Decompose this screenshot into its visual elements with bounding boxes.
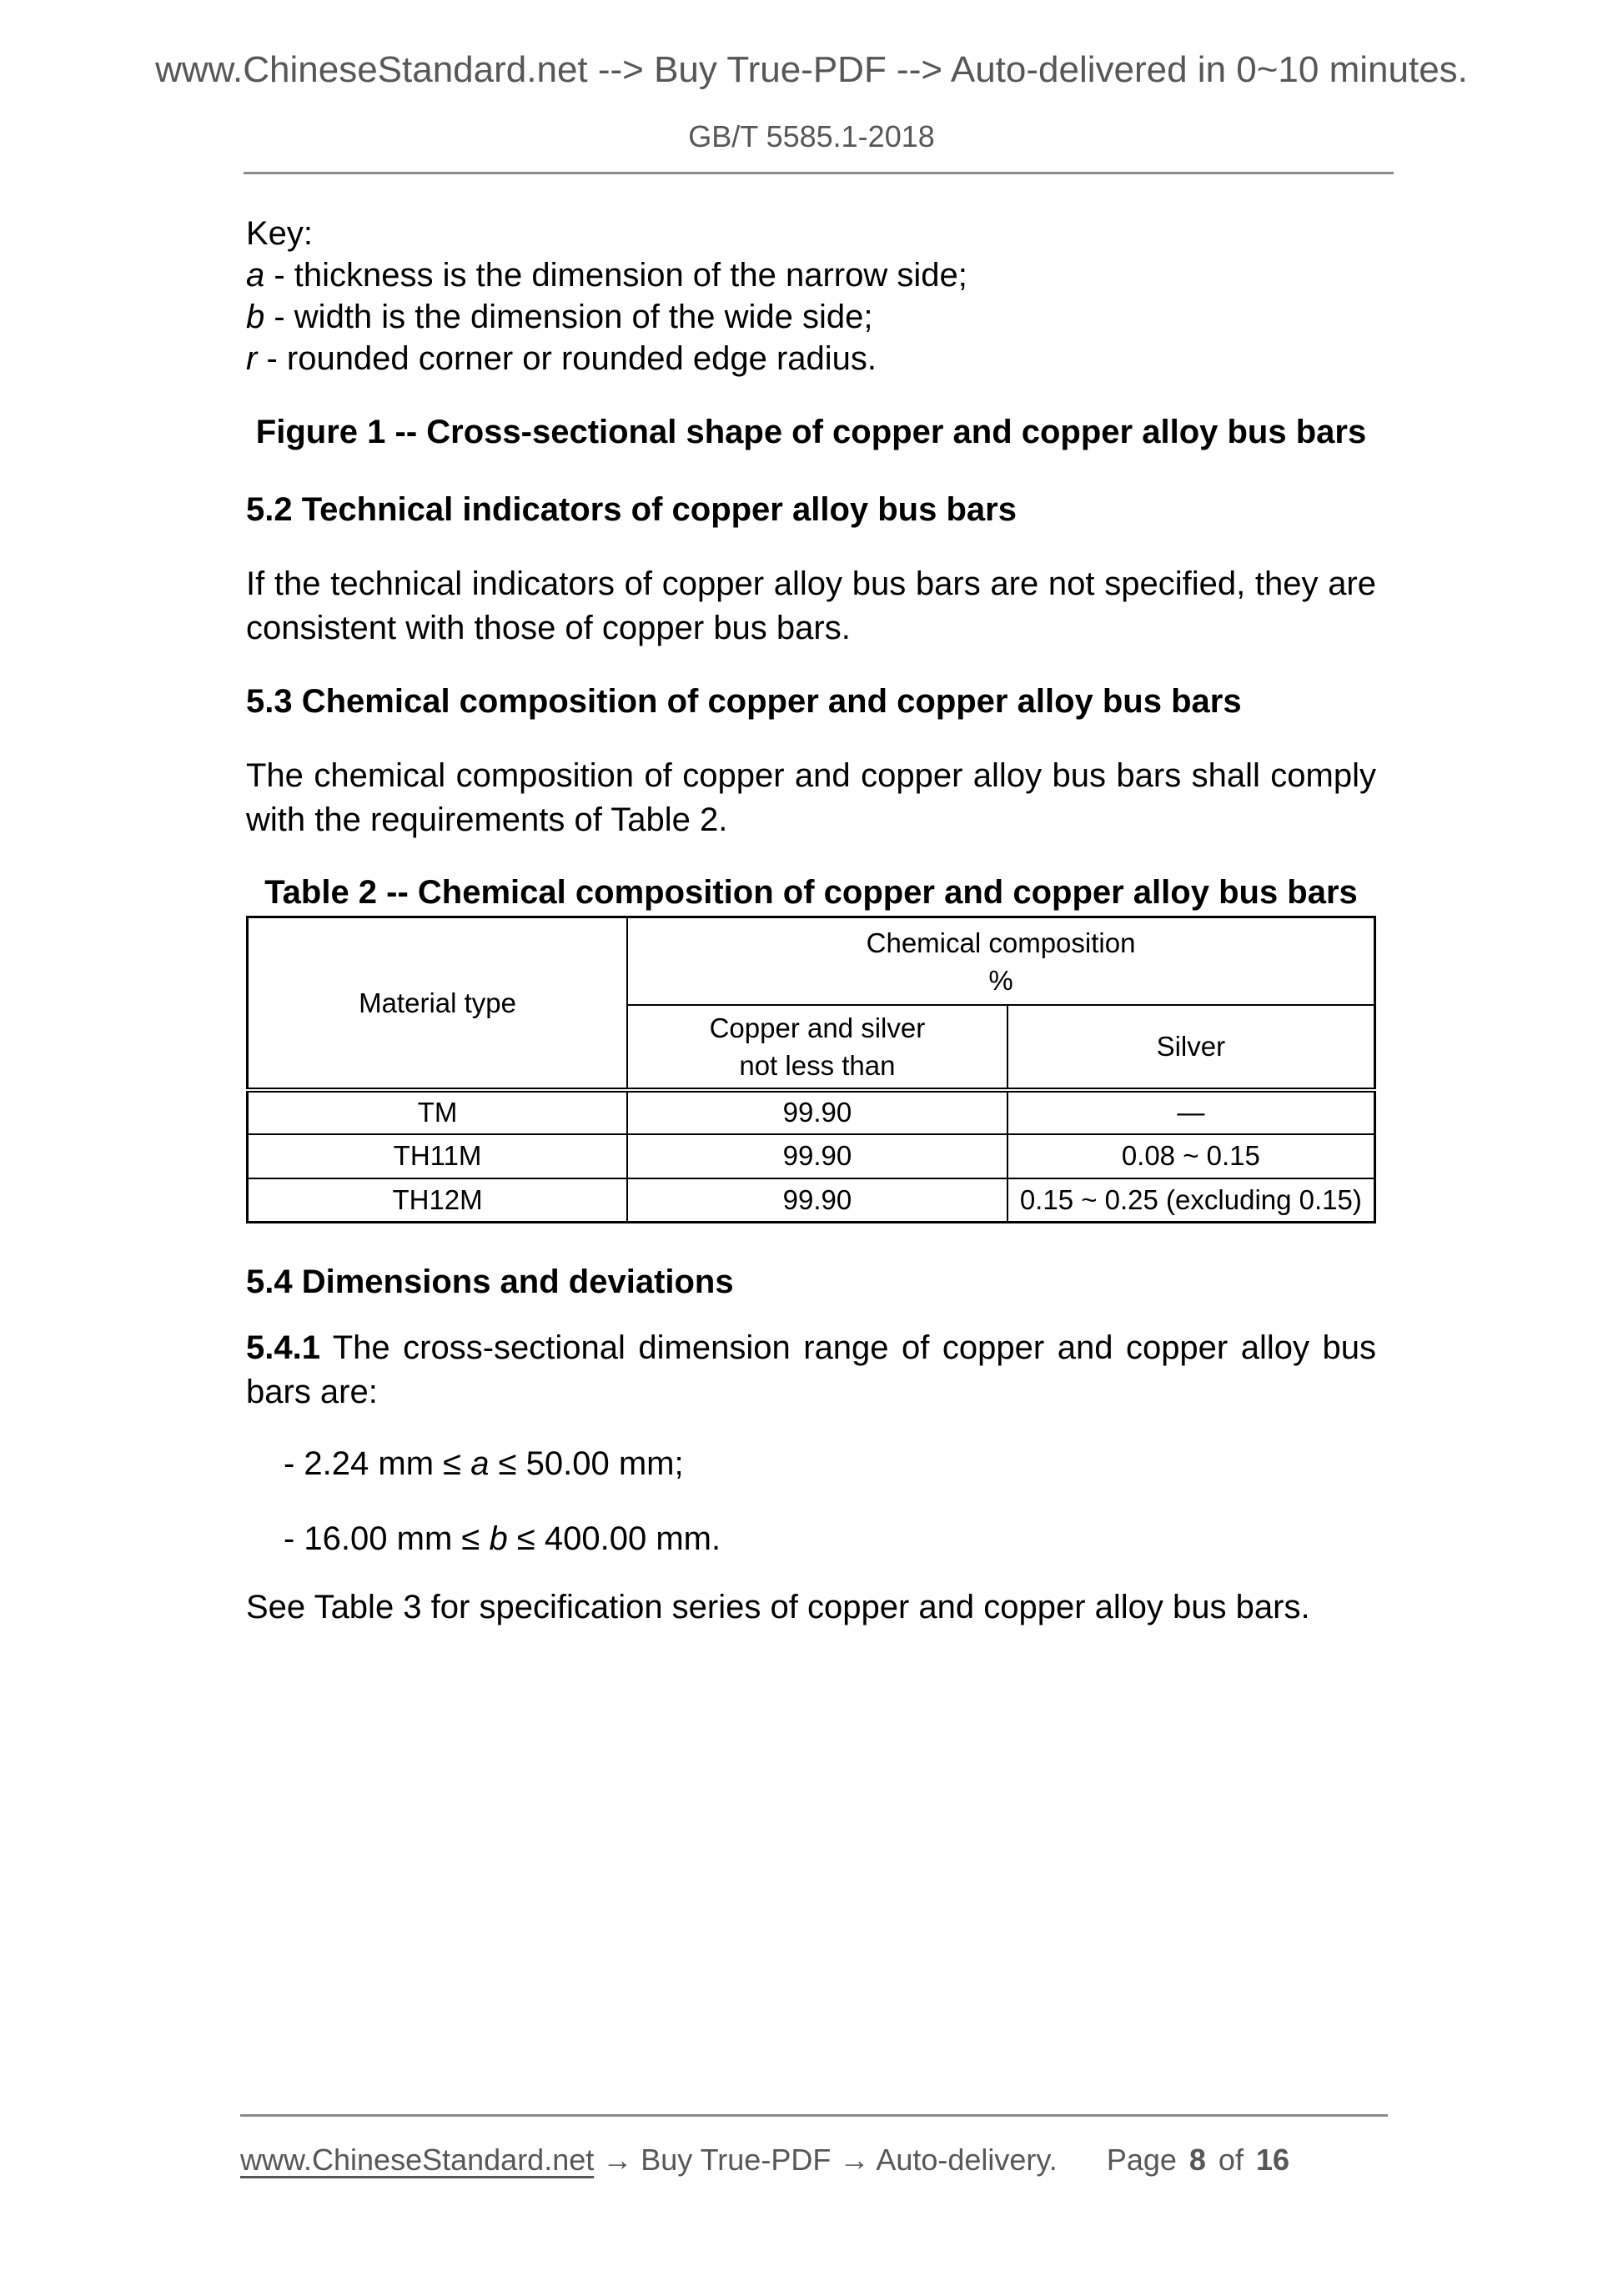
table2-subheader-silver: Silver	[1007, 1005, 1375, 1090]
dimension-b-var: b	[489, 1520, 508, 1558]
heading-5-4: 5.4 Dimensions and deviations	[246, 1264, 734, 1301]
table2-header-chemical-composition	[627, 917, 1374, 1005]
table2-title: Table 2 -- Chemical composition of copper and copper alloy bus bars	[264, 874, 1358, 912]
document-body	[246, 213, 1376, 1628]
page-footer	[240, 2114, 1388, 2178]
dimension-b-pre: - 16.00 mm ≤	[284, 1520, 490, 1558]
table2-cell-material-tm: TM	[248, 1090, 628, 1134]
figure-key	[246, 213, 1376, 379]
para-5-3: The chemical composition of copper and copper alloy bus bars shall comply with the requirements of Table 2.	[246, 757, 1376, 839]
table2-cell-material-th12m: TH12M	[248, 1178, 628, 1223]
table2-cell-tm-copper: 99.90	[627, 1090, 1007, 1134]
table2-cell-th11m-copper: 99.90	[627, 1134, 1007, 1178]
header-banner: www.ChineseStandard.net --> Buy True-PDF --> Auto-delivered in 0~10 minutes.	[155, 49, 1468, 90]
key-text-r: - rounded corner or rounded edge radius.	[257, 340, 877, 378]
footer-site-link[interactable]: www.ChineseStandard.net	[240, 2143, 595, 2177]
footer-left	[240, 2142, 1058, 2178]
header-rule	[244, 172, 1394, 174]
footer-page-current: 8	[1188, 2143, 1206, 2177]
para-5-2: If the technical indicators of copper alloy bus bars are not specified, they are consistent with those of copper bus bars.	[246, 565, 1376, 647]
dimension-b-post: ≤ 400.00 mm.	[507, 1520, 721, 1558]
key-item-b	[246, 296, 1376, 338]
dimension-a-pre: - 2.24 mm ≤	[284, 1445, 471, 1483]
key-text-a: - thickness is the dimension of the narrow side;	[264, 257, 967, 294]
table2-cell-tm-silver: —	[1007, 1090, 1375, 1134]
footer-page-indicator	[1107, 2142, 1289, 2178]
key-label: Key:	[246, 215, 314, 253]
clause-number: 5.4.1	[246, 1329, 320, 1367]
dimension-item-b	[246, 1518, 1376, 1560]
heading-5-3: 5.3 Chemical composition of copper and copper alloy bus bars	[246, 683, 1242, 721]
footer-page-of: of	[1218, 2143, 1244, 2177]
figure1-caption: Figure 1 -- Cross-sectional shape of copper and copper alloy bus bars	[255, 414, 1367, 451]
table2-header-percent: %	[988, 964, 1013, 996]
key-symbol-a: a	[246, 257, 265, 294]
key-item-r	[246, 338, 1376, 379]
key-item-a	[246, 254, 1376, 296]
key-symbol-b: b	[246, 299, 265, 336]
key-text-b: - width is the dimension of the wide side;	[264, 299, 873, 336]
table2-subheader-copper-and-silver-line1: Copper and silver	[709, 1012, 926, 1043]
table-row	[248, 1178, 1375, 1223]
table2-cell-th12m-copper: 99.90	[627, 1178, 1007, 1223]
table2-subheader-copper-and-silver	[627, 1005, 1007, 1090]
key-symbol-r: r	[246, 340, 258, 378]
table2-subheader-copper-and-silver-line2: not less than	[739, 1049, 896, 1081]
dimension-a-var: a	[470, 1445, 490, 1483]
table2-cell-th12m-silver: 0.15 ~ 0.25 (excluding 0.15)	[1007, 1178, 1375, 1223]
heading-5-2: 5.2 Technical indicators of copper alloy bus bars	[246, 491, 1017, 529]
table2-cell-material-th11m: TH11M	[248, 1134, 628, 1178]
dimension-a-post: ≤ 50.00 mm;	[489, 1445, 684, 1483]
page-header	[0, 50, 1623, 174]
table2-header-material-type: Material type	[248, 917, 628, 1090]
doc-number: GB/T 5585.1-2018	[688, 119, 935, 154]
footer-page-label: Page	[1106, 2143, 1177, 2177]
table-row	[248, 1090, 1375, 1134]
para-5-4-1	[246, 1326, 1376, 1414]
table2-cell-th11m-silver: 0.08 ~ 0.15	[1007, 1134, 1375, 1178]
table2	[246, 916, 1376, 1223]
footer-tagline: → Buy True-PDF → Auto-delivery.	[594, 2143, 1058, 2177]
table-row	[248, 1134, 1375, 1178]
clause-text: The cross-sectional dimension range of copper and copper alloy bus bars are:	[246, 1329, 1376, 1411]
footer-page-total: 16	[1255, 2143, 1289, 2177]
para-see-table3: See Table 3 for specification series of copper and copper alloy bus bars.	[246, 1589, 1310, 1626]
dimension-item-a	[246, 1443, 1376, 1485]
footer-rule	[240, 2114, 1388, 2117]
table2-header-chemical-composition-line1: Chemical composition	[866, 927, 1136, 958]
